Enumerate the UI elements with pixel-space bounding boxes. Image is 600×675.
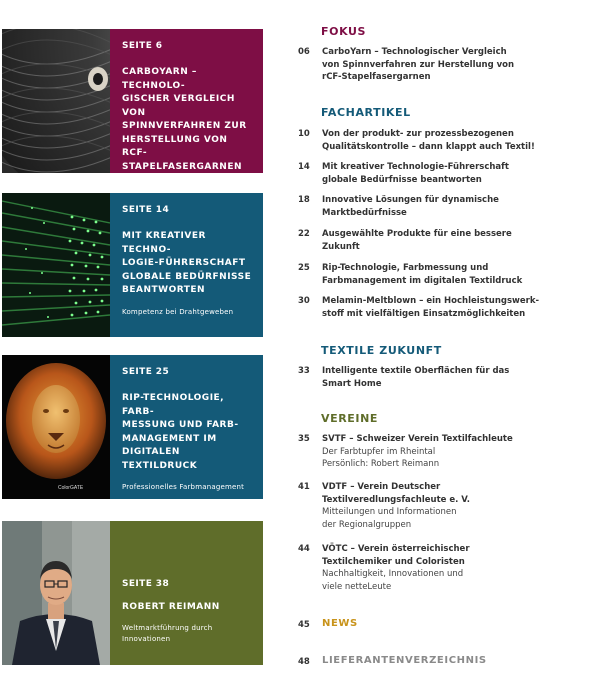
feature-subtitle: Professionelles Farbmanagement (122, 483, 245, 491)
section-heading-fokus: FOKUS (321, 25, 367, 38)
feature-box-seite-14[interactable] (2, 193, 263, 337)
wire-mesh-photo (2, 193, 110, 337)
feature-headline: RIP-TECHNOLOGIE, FARB- MESSUNG UND FARB- MANAGEMENT IM DIGITALEN TEXTILDRUCK (122, 393, 239, 471)
feature-subtitle: Angepasste Recycling-Verfahren (122, 184, 241, 192)
feature-box-seite-38[interactable] (2, 521, 263, 665)
section-heading-news: NEWS (322, 618, 358, 629)
feature-subtitle: Kompetenz bei Drahtgeweben (122, 307, 234, 316)
feature-headline: ROBERT REIMANN (122, 602, 220, 612)
feature-box-seite-25[interactable] (2, 355, 263, 499)
feature-page-label: SEITE 25 (122, 367, 170, 377)
lion-photo (2, 355, 110, 499)
feature-headline: CARBOYARN – TECHNOLO- GISCHER VERGLEICH VON SPINNVERFAHREN ZUR HERSTELLUNG VON RCF- STAPELFASERGARNEN (122, 67, 247, 172)
feature-page-label: SEITE 14 (122, 205, 170, 215)
feature-panel (110, 29, 263, 192)
section-heading-fachartikel: FACHARTIKEL (321, 106, 411, 119)
section-heading-lieferantenverzeichnis: LIEFERANTENVERZEICHNIS (322, 655, 487, 666)
section-heading-vereine: VEREINE (321, 412, 379, 425)
portrait-photo (2, 521, 110, 665)
feature-page-label: SEITE 38 (122, 579, 170, 589)
carbon-yarn-photo (2, 29, 110, 173)
feature-subtitle: Weltmarktführung durch Innovationen (122, 623, 213, 643)
feature-panel (110, 355, 263, 499)
feature-headline: MIT KREATIVER TECHNO- LOGIE-FÜHRERSCHAFT GLOBALE BEDÜRFNISSE BEANTWORTEN (122, 231, 252, 295)
feature-panel (110, 193, 263, 337)
section-heading-textile-zukunft: TEXTILE ZUKUNFT (321, 344, 442, 357)
feature-panel (110, 521, 263, 665)
colorgate-logo: ColorGATE (58, 485, 84, 491)
feature-page-label: SEITE 6 (122, 41, 163, 51)
feature-box-seite-6[interactable] (2, 29, 263, 192)
